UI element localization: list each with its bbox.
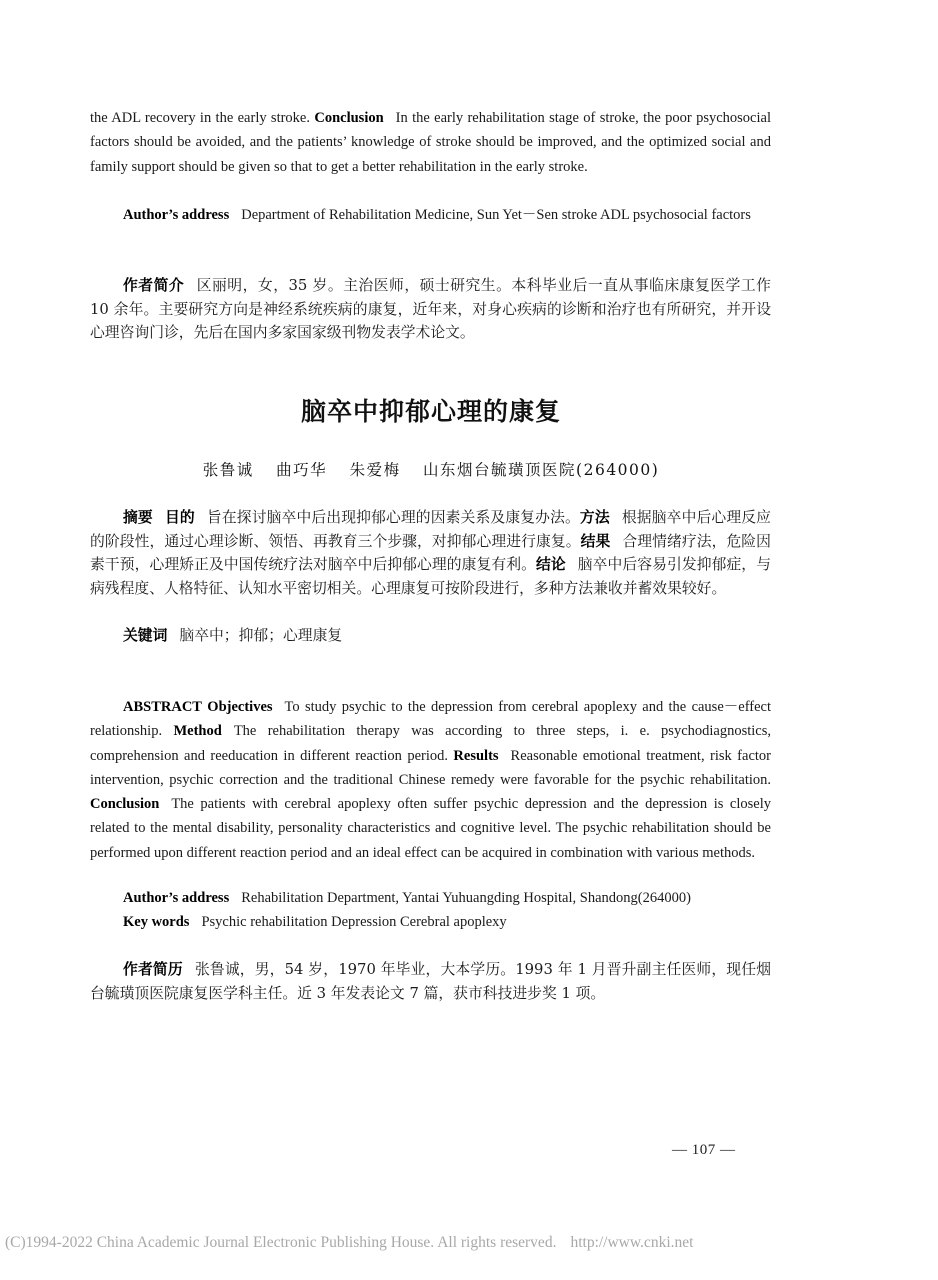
copyright-text: (C)1994-2022 China Academic Journal Electronic Publishing House. All rights reserved. xyxy=(5,1234,557,1251)
cn-abstract-label: 摘要 xyxy=(123,509,153,526)
prev-author-address xyxy=(90,203,771,227)
article-authors xyxy=(0,458,862,480)
en-address-label: Author’s address xyxy=(123,890,230,906)
copyright-footer xyxy=(5,1234,693,1252)
prev-bio-text: 区丽明，女，35 岁。主治医师，硕士研究生。本科毕业后一直从事临床康复医学工作 10 余年。主要研究方向是神经系统疾病的康复，近年来，对身心疾病的诊断和治疗也有所研究，并开设心理咨询门诊，先后在国内多家国家级刊物发表学术论文。 xyxy=(90,277,771,341)
en-method-text: The rehabilitation therapy was according to three steps, i. e. psychodiagnostics, comprehension and reeducation in different reaction period. xyxy=(90,723,772,764)
prev-author-bio xyxy=(90,274,771,345)
cn-conclusion-text: 脑卒中后容易引发抑郁症，与病残程度、人格特征、认知水平密切相关。心理康复可按阶段进行，多种方法兼收并蓄效果较好。 xyxy=(90,556,771,597)
prev-address-label: Author’s address xyxy=(123,207,230,223)
author-bio-text: 张鲁诚，男，54 岁，1970 年毕业，大本学历。1993 年 1 月晋升副主任医师，现任烟台毓璜顶医院康复医学科主任。近 3 年发表论文 7 篇，获市科技进步奖 1 项。 xyxy=(90,961,771,1002)
en-keywords-text: Psychic rehabilitation Depression Cerebral apoplexy xyxy=(201,914,507,930)
author-bio-label: 作者简历 xyxy=(123,961,183,978)
en-conclusion-label: Conclusion xyxy=(90,796,160,813)
en-conclusion-text: The patients with cerebral apoplexy often suffer psychic depression and the depression is closely related to the mental disability, personality characteristics and cognitive level. The psychic rehabilitation should be performed upon different reaction period and an ideal effect can be acquired in combination with various methods. xyxy=(90,796,771,861)
cn-objective-text: 旨在探讨脑卒中后出现抑郁心理的因素关系及康复办法。 xyxy=(206,509,580,526)
en-method-label: Method xyxy=(173,723,222,740)
prev-abstract-continuation xyxy=(90,106,771,179)
en-keywords xyxy=(90,910,771,934)
author-name: 曲巧华 xyxy=(276,461,328,479)
en-address-text: Rehabilitation Department, Yantai Yuhuangding Hospital, Shandong(264000) xyxy=(241,890,691,906)
en-author-address xyxy=(90,886,771,910)
prev-address-text: Department of Rehabilitation Medicine, Sun Yet－Sen stroke ADL psychosocial factors xyxy=(241,207,751,223)
cn-method-text: 根据脑卒中后心理反应的阶段性，通过心理诊断、领悟、再教育三个步骤，对抑郁心理进行康复。 xyxy=(90,509,771,550)
author-affiliation: 山东烟台毓璜顶医院(264000) xyxy=(423,461,660,479)
footer-url: http://www.cnki.net xyxy=(570,1234,694,1251)
cn-abstract xyxy=(90,506,771,600)
en-abstract-label: ABSTRACT xyxy=(123,699,202,715)
article-title: 脑卒中抑郁心理的康复 xyxy=(300,397,561,426)
en-keywords-label: Key words xyxy=(123,914,190,930)
author-bio xyxy=(90,958,771,1005)
prev-conclusion-text: In the early rehabilitation stage of stroke, the poor psychosocial factors should be avoided, and the patients’ knowledge of stroke should be improved, and the optimized social and family support should be given so that to get a better rehabilitation in the early stroke. xyxy=(90,110,771,175)
en-abstract xyxy=(90,695,771,865)
en-objectives-label: Objectives xyxy=(207,699,273,715)
page-number: — 107 — xyxy=(672,1142,736,1158)
cn-method-label: 方法 xyxy=(579,509,610,526)
cn-objective-label: 目的 xyxy=(164,509,195,526)
prev-bio-label: 作者简介 xyxy=(123,277,185,294)
cn-results-text: 合理情绪疗法，危险因素干预，心理矫正及中国传统疗法对脑卒中后抑郁心理的康复有利。 xyxy=(90,532,771,573)
cn-conclusion-label: 结论 xyxy=(535,556,566,573)
author-name: 朱爱梅 xyxy=(349,461,401,479)
cn-keywords-label: 关键词 xyxy=(123,627,168,644)
prev-conclusion-label: Conclusion xyxy=(314,110,384,126)
en-objectives-text: To study psychic to the depression from cerebral apoplexy and the cause－effect relationship. xyxy=(90,699,771,740)
en-results-label: Results xyxy=(453,747,499,764)
cn-keywords-text: 脑卒中；抑郁；心理康复 xyxy=(179,627,343,644)
cn-keywords xyxy=(90,624,771,648)
author-name: 张鲁诚 xyxy=(202,461,254,479)
cn-results-label: 结果 xyxy=(580,532,611,550)
prev-abstract-text: the ADL recovery in the early stroke. xyxy=(90,110,310,126)
en-results-text: Reasonable emotional treatment, risk factor intervention, psychic correction and the traditional Chinese remedy were favorable for the psychic rehabilitation. xyxy=(90,747,771,788)
